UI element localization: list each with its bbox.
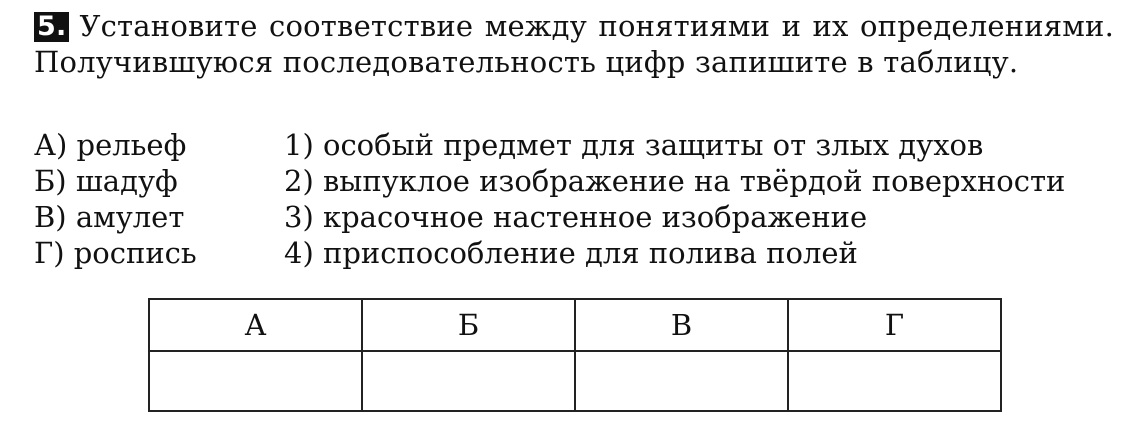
definition-4 [284, 235, 1065, 271]
answer-header-b: Б [362, 299, 575, 351]
definition-2 [284, 163, 1065, 199]
term-g [34, 235, 284, 271]
definition-1 [284, 127, 1065, 163]
definition-text: особый предмет для защиты от злых духов [322, 128, 984, 162]
task-text: Установите соответствие между понятиями и их определениями. Получившуюся последовательность цифр запишите в таблицу. [34, 9, 1114, 79]
term-text: рельеф [76, 128, 187, 162]
definition-number: 2) [284, 164, 314, 198]
definition-number: 1) [284, 128, 314, 162]
term-b [34, 163, 284, 199]
answer-table-header-row [149, 299, 1001, 351]
matching-list [34, 127, 1065, 271]
term-letter: Б) [34, 164, 67, 198]
definition-3 [284, 199, 1065, 235]
term-v [34, 199, 284, 235]
answer-cell-v[interactable] [575, 351, 788, 411]
matching-row [34, 127, 1065, 163]
term-letter: А) [34, 128, 68, 162]
term-text: роспись [73, 236, 197, 270]
definition-text: красочное настенное изображение [322, 200, 868, 234]
definition-text: приспособление для полива полей [322, 236, 858, 270]
matching-row [34, 235, 1065, 271]
answer-table-input-row [149, 351, 1001, 411]
term-text: шадуф [75, 164, 178, 198]
answer-table [148, 298, 1002, 412]
answer-cell-g[interactable] [788, 351, 1001, 411]
definition-number: 4) [284, 236, 314, 270]
answer-header-v: В [575, 299, 788, 351]
task-block [34, 8, 1114, 80]
term-a [34, 127, 284, 163]
answer-cell-a[interactable] [149, 351, 362, 411]
answer-header-g: Г [788, 299, 1001, 351]
task-number-badge: 5. [34, 12, 69, 42]
task-question [34, 8, 1114, 80]
term-letter: В) [34, 200, 67, 234]
definition-text: выпуклое изображение на твёрдой поверхности [322, 164, 1066, 198]
answer-cell-b[interactable] [362, 351, 575, 411]
term-letter: Г) [34, 236, 65, 270]
answer-header-a: А [149, 299, 362, 351]
term-text: амулет [75, 200, 185, 234]
matching-row [34, 199, 1065, 235]
matching-row [34, 163, 1065, 199]
definition-number: 3) [284, 200, 314, 234]
